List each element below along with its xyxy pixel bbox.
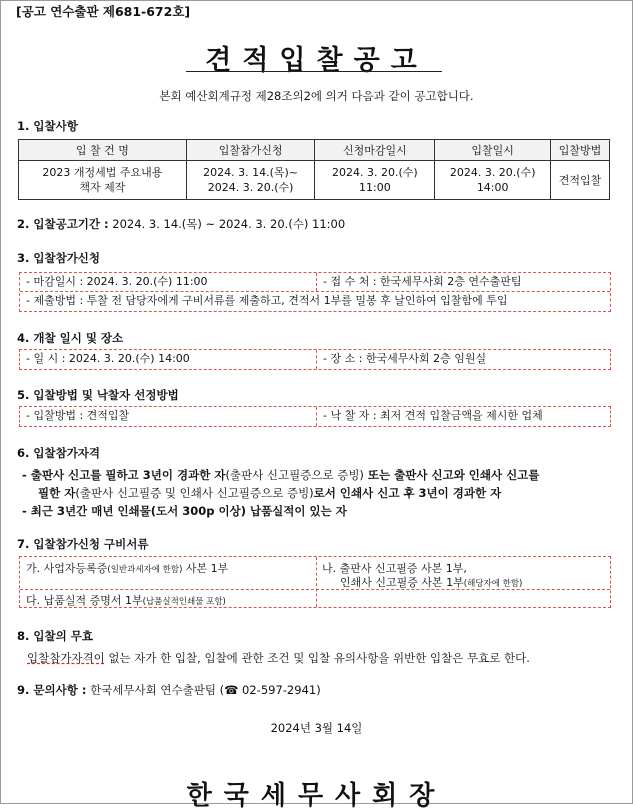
header-item-name: 입 찰 건 명 <box>19 140 187 161</box>
invalid-bid-text: 입찰참가자격이 없는 자가 한 입찰, 입찰에 관한 조건 및 입찰 유의사항을 위반한 입찰은 무효로 한다. <box>27 651 530 665</box>
bid-method: - 입찰방법 : 견적입찰 <box>26 409 130 422</box>
cell-deadline: 2024. 3. 20.(수) 11:00 <box>315 161 435 200</box>
cell-bid-method: 견적입찰 <box>551 161 610 200</box>
section-1-heading: 1. 입찰사항 <box>17 119 78 133</box>
header-bid-datetime: 입찰일시 <box>435 140 551 161</box>
document-publisher-cert: 나. 출판사 신고필증 사본 1부, <box>322 562 467 575</box>
application-row-2 <box>20 292 610 311</box>
application-deadline: - 마감일시 : 2024. 3. 20.(수) 11:00 <box>26 275 208 288</box>
table-header-row <box>19 140 610 161</box>
section-7-heading: 7. 입찰참가신청 구비서류 <box>17 537 149 551</box>
section-8-heading: 8. 입찰의 무효 <box>17 629 93 643</box>
application-row-1 <box>20 273 610 292</box>
section-9-heading: 9. 문의사항 : <box>17 683 87 697</box>
contact-info: 한국세무사회 연수출판팀 (☎ 02-597-2941) <box>86 683 321 697</box>
document-business-registration: 가. 사업자등록증(일반과세자에 한함) 사본 1부 <box>26 562 229 575</box>
intro-text: 본회 예산회계규정 제28조의2에 의거 다음과 같이 공고합니다. <box>159 89 474 103</box>
documents-divider <box>316 557 317 607</box>
opening-place: - 장 소 : 한국세무사회 2층 임원실 <box>316 350 610 369</box>
method-row <box>20 407 610 426</box>
application-receiver: - 접 수 처 : 한국세무사회 2층 연수출판팀 <box>316 273 610 291</box>
winner-selection: - 낙 찰 자 : 최저 견적 입찰금액을 제시한 업체 <box>316 407 610 426</box>
documents-box <box>19 556 611 608</box>
header-apply-period: 입찰참가신청 <box>186 140 315 161</box>
opening-row <box>20 350 610 369</box>
section-3-heading: 3. 입찰참가신청 <box>17 251 101 265</box>
document-delivery-record: 다. 납품실적 증명서 1부(납품실적인쇄물 포함) <box>26 594 226 607</box>
header-bid-method: 입찰방법 <box>551 140 610 161</box>
method-box <box>19 406 611 427</box>
title-underline <box>186 71 442 72</box>
application-box <box>19 272 611 312</box>
section-2-heading: 2. 입찰공고기간 : <box>17 217 109 231</box>
table-row <box>19 161 610 200</box>
notice-number: [공고 연수출판 제681-672호] <box>16 4 191 19</box>
opening-datetime: - 일 시 : 2024. 3. 20.(수) 14:00 <box>26 352 190 365</box>
application-submit-method: - 제출방법 : 투찰 전 담당자에게 구비서류를 제출하고, 견적서 1부를 밀봉 후 날인하여 입찰함에 투입 <box>26 294 508 307</box>
header-deadline: 신청마감일시 <box>315 140 435 161</box>
cell-apply-period: 2024. 3. 14.(목)~ 2024. 3. 20.(수) <box>186 161 315 200</box>
section-9-line <box>17 682 321 698</box>
issuer-name: 한국세무사회장 <box>186 781 447 811</box>
opening-box <box>19 349 611 370</box>
notice-date: 2024년 3월 14일 <box>270 721 363 735</box>
document-printer-cert: 인쇄사 신고필증 사본 1부(해당자에 한함) <box>340 576 523 589</box>
bid-notice-period: 2024. 3. 14.(목) ~ 2024. 3. 20.(수) 11:00 <box>108 217 346 231</box>
section-6-heading: 6. 입찰참가자격 <box>17 446 101 460</box>
section-2-line <box>17 216 345 232</box>
qualification-line-2: 필한 자(출판사 신고필증 및 인쇄사 신고필증으로 증빙)로서 인쇄사 신고 후 3년이 경과한 자 <box>38 486 502 500</box>
qualification-line-3: - 최근 3년간 매년 인쇄물(도서 300p 이상) 납품실적이 있는 자 <box>22 504 347 518</box>
cell-item-name: 2023 개정세법 주요내용 책자 제작 <box>19 161 187 200</box>
qualification-line-1: - 출판사 신고를 필하고 3년이 경과한 자(출판사 신고필증으로 증빙) 또는 출판사 신고와 인쇄사 신고를 <box>22 468 540 482</box>
page-title: 견적입찰공고 <box>205 45 428 76</box>
cell-bid-datetime: 2024. 3. 20.(수) 14:00 <box>435 161 551 200</box>
section-4-heading: 4. 개찰 일시 및 장소 <box>17 331 124 345</box>
bid-items-table <box>18 139 610 200</box>
section-5-heading: 5. 입찰방법 및 낙찰자 선정방법 <box>17 388 179 402</box>
